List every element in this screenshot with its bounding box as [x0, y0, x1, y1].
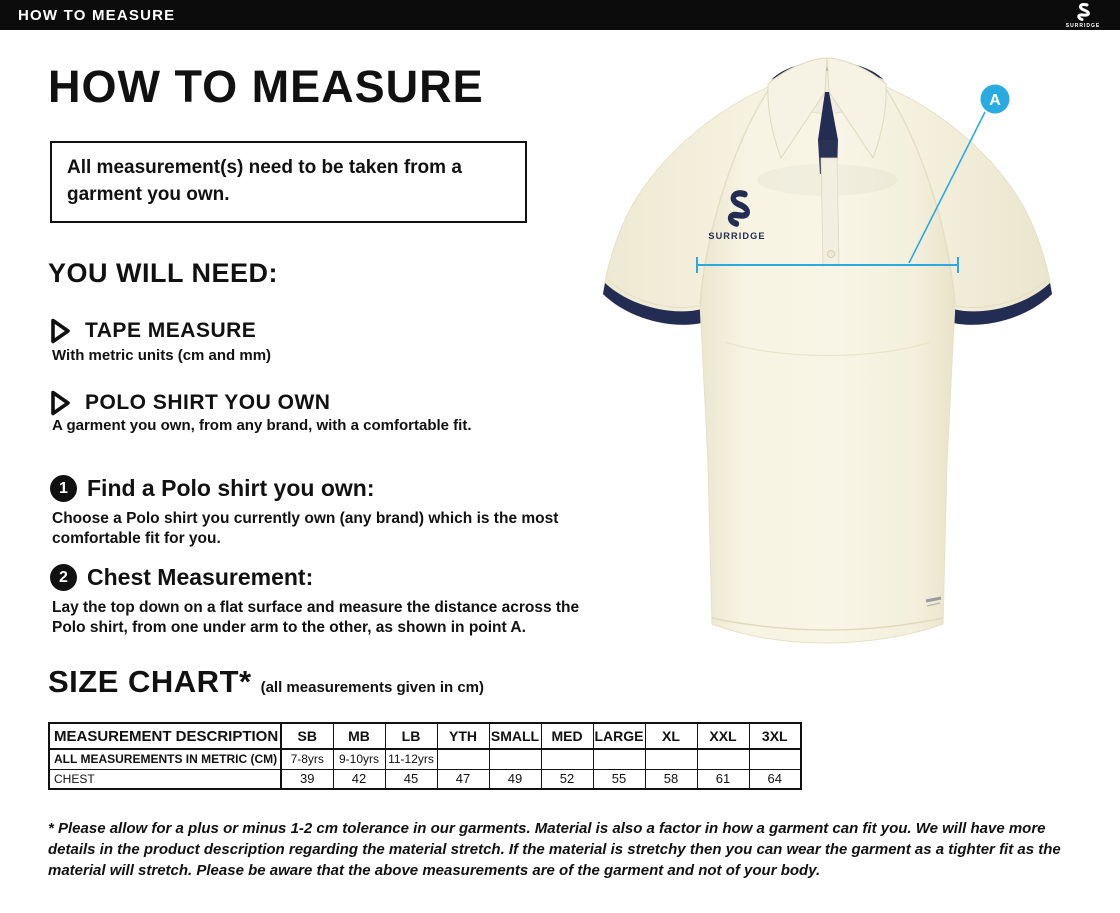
need-item-description: A garment you own, from any brand, with a comfortable fit.: [52, 417, 472, 434]
triangle-bullet-icon: [50, 389, 72, 417]
table-cell: 45: [385, 769, 437, 789]
table-header-cell: MB: [333, 723, 385, 749]
top-bar-title: HOW TO MEASURE: [18, 6, 176, 24]
top-bar: [0, 0, 1120, 30]
table-cell: 64: [749, 769, 801, 789]
table-cell: 52: [541, 769, 593, 789]
table-header-cell: MEASUREMENT DESCRIPTION: [49, 723, 281, 749]
need-item-title: POLO SHIRT YOU OWN: [85, 391, 331, 414]
table-header-cell: LARGE: [593, 723, 645, 749]
step-2-number-badge: 2: [50, 564, 77, 591]
page-title: HOW TO MEASURE: [48, 61, 484, 112]
disclaimer-text: * Please allow for a plus or minus 1-2 cm tolerance in our garments. Material is also a factor in how a garment can fit you. We will have more details in the product description regarding the material stretch. If the material is stretchy then you can wear the garment as a tighter fit as the material will stretch. Please be aware that the above measurements are of the garment and not of your body.: [48, 820, 1061, 879]
notice-box: All measurement(s) need to be taken from a garment you own.: [50, 141, 527, 223]
table-cell: 49: [489, 769, 541, 789]
table-row-label: CHEST: [49, 769, 281, 789]
step-1-description: Choose a Polo shirt you currently own (any brand) which is the most comfortable fit for you.: [52, 510, 559, 548]
step-2-title: Chest Measurement:: [87, 564, 314, 590]
step-1-number-badge: 1: [50, 475, 77, 502]
placket-strip: [821, 158, 839, 266]
table-cell: [489, 749, 541, 769]
table-header-cell: MED: [541, 723, 593, 749]
table-cell: 42: [333, 769, 385, 789]
table-cell: 39: [281, 769, 333, 789]
step-2-heading: [50, 564, 313, 591]
table-cell: [593, 749, 645, 769]
table-header-cell: XL: [645, 723, 697, 749]
triangle-bullet-icon: [50, 317, 72, 345]
surridge-logo-icon: [1058, 2, 1108, 29]
table-cell: [437, 749, 489, 769]
table-row: [49, 749, 801, 769]
polo-shirt-diagram: [575, 42, 1075, 657]
table-cell: 61: [697, 769, 749, 789]
need-item-title: TAPE MEASURE: [85, 319, 257, 342]
table-header-row: [49, 723, 801, 749]
surridge-logo-text: SURRIDGE: [1065, 22, 1101, 29]
table-header-cell: XXL: [697, 723, 749, 749]
surridge-logo: [1058, 2, 1108, 29]
table-cell: 58: [645, 769, 697, 789]
chest-brand-text: SURRIDGE: [708, 231, 766, 241]
table-cell: 55: [593, 769, 645, 789]
table-header-cell: LB: [385, 723, 437, 749]
need-item-description: With metric units (cm and mm): [52, 347, 272, 364]
you-will-need-heading: YOU WILL NEED:: [48, 258, 279, 288]
table-header-cell: YTH: [437, 723, 489, 749]
table-row-label: ALL MEASUREMENTS IN METRIC (CM): [49, 749, 281, 769]
table-cell: 11-12yrs: [385, 749, 437, 769]
size-chart-subtitle: (all measurements given in cm): [260, 679, 484, 696]
size-chart-title: SIZE CHART*: [48, 664, 252, 699]
table-cell: 47: [437, 769, 489, 789]
step-1-heading: [50, 475, 375, 502]
table-cell: [749, 749, 801, 769]
table-row: [49, 769, 801, 789]
table-header-cell: SB: [281, 723, 333, 749]
polo-shirt-illustration: [575, 42, 1075, 657]
need-item-polo-shirt: [50, 389, 330, 417]
table-cell: [697, 749, 749, 769]
table-header-cell: 3XL: [749, 723, 801, 749]
table-cell: 7-8yrs: [281, 749, 333, 769]
step-2-description: Lay the top down on a flat surface and measure the distance across the Polo shirt, from one under arm to the other, as shown in point A.: [52, 599, 580, 637]
table-header-cell: SMALL: [489, 723, 541, 749]
table-cell: [541, 749, 593, 769]
size-chart-table: [48, 722, 802, 790]
point-a-label: A: [989, 92, 1001, 109]
table-cell: [645, 749, 697, 769]
step-1-title: Find a Polo shirt you own:: [87, 475, 375, 501]
size-chart-heading: [48, 664, 484, 700]
table-cell: 9-10yrs: [333, 749, 385, 769]
placket-button: [828, 251, 835, 258]
need-item-tape-measure: [50, 317, 256, 345]
